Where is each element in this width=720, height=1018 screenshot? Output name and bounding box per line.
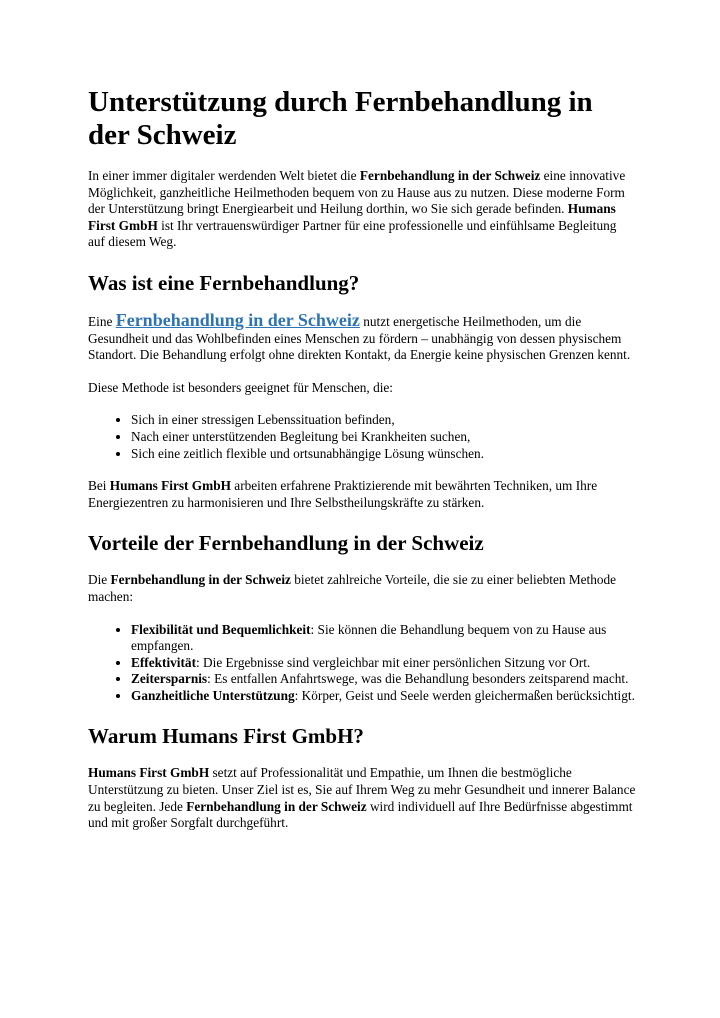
list-item-bold: Ganzheitliche Unterstützung <box>131 687 295 703</box>
intro-text-1: In einer immer digitaler werdenden Welt bietet die <box>88 168 360 183</box>
section3-paragraph <box>88 765 636 831</box>
list-item-text: : Sie können die Behandlung bequem von zu Hause aus empfangen. <box>131 621 607 654</box>
s2-p1-bold: Fernbehandlung in der Schweiz <box>110 572 291 588</box>
list-item: • Sich in einer stressigen Lebenssituation befinden, <box>131 412 636 429</box>
list-item-text: : Die Ergebnisse sind vergleichbar mit einer persönlichen Sitzung vor Ort. <box>196 654 591 670</box>
list-item <box>131 655 636 672</box>
s3-bold-2: Fernbehandlung in der Schweiz <box>186 798 367 814</box>
list-item-text: : Es entfallen Anfahrtswege, was die Behandlung besonders zeitsparend macht. <box>207 671 629 687</box>
document-page <box>88 86 636 848</box>
list-item-bold: Flexibilität und Bequemlichkeit <box>131 621 311 637</box>
section1-paragraph-2: Diese Methode ist besonders geeignet für Menschen, die: <box>88 379 394 395</box>
list-item-text: : Körper, Geist und Seele werden gleichermaßen berücksichtigt. <box>294 687 635 703</box>
list-item <box>131 688 636 705</box>
intro-paragraph <box>88 168 636 251</box>
intro-text-3: ist Ihr vertrauenswürdiger Partner für eine professionelle und einfühlsame Begleitung auf diesem Weg. <box>88 217 617 250</box>
s3-text-2: wird individuell auf Ihre Bedürfnisse abgestimmt und mit großer Sorgfalt durchgeführt. <box>88 798 633 831</box>
intro-bold-2: Humans First GmbH <box>88 201 616 233</box>
section1-list <box>88 412 636 462</box>
s3-text-1: setzt auf Professionalität und Empathie, um Ihnen die bestmögliche Unterstützung zu bieten. Unser Ziel ist es, Sie auf Ihrem Weg zu mehr Gesundheit und innerer Balance zu begleiten. Jede <box>88 765 636 814</box>
intro-bold-1: Fernbehandlung in der Schweiz <box>359 168 541 183</box>
page-title: Unterstützung durch Fernbehandlung in der Schweiz <box>88 86 593 151</box>
s1-p1-post: nutzt energetische Heilmethoden, um die Gesundheit und das Wohlbefinden eines Menschen zu fördern – unabhängig von dessen physischem Standort. Die Behandlung erfolgt ohne direkten Kontakt, da Energie keine physischen Grenzen kennt. <box>88 313 631 363</box>
list-item-bold: Effektivität <box>131 654 196 670</box>
intro-text-2: eine innovative Möglichkeit, ganzheitliche Heilmethoden bequem von zu Hause aus zu nutzen. Diese moderne Form der Unterstützung bringt Energiearbeit und Heilung dorthin, wo Sie sich gerade befinden. <box>88 168 626 217</box>
s2-p1-pre: Die <box>88 572 111 588</box>
list-item <box>131 671 636 688</box>
list-item-bold: Zeitersparnis <box>131 671 208 687</box>
s2-p1-post: bietet zahlreiche Vorteile, die sie zu einer beliebten Methode machen: <box>88 572 617 604</box>
section2-list <box>88 622 636 705</box>
list-item: • Nach einer unterstützenden Begleitung bei Krankheiten suchen, <box>131 429 636 446</box>
section3-heading: Warum Humans First GmbH? <box>88 724 364 749</box>
section1-heading: Was ist eine Fernbehandlung? <box>88 270 360 295</box>
section1-paragraph-3 <box>88 478 636 511</box>
s1-p1-pre: Eine <box>88 313 116 329</box>
s1-p3-bold: Humans First GmbH <box>109 478 231 494</box>
s1-p3-post: arbeiten erfahrene Praktizierende mit bewährten Techniken, um Ihre Energiezentren zu harmonisieren und Ihre Selbstheilungskräfte zu stärken. <box>88 478 598 510</box>
section2-heading: Vorteile der Fernbehandlung in der Schweiz <box>88 531 484 556</box>
s3-bold-1: Humans First GmbH <box>88 765 210 781</box>
section2-paragraph-1 <box>88 572 636 605</box>
section1-paragraph-1 <box>88 309 636 364</box>
list-item <box>131 622 636 655</box>
s1-p3-pre: Bei <box>88 478 110 494</box>
fernbehandlung-link[interactable]: Fernbehandlung in der Schweiz <box>115 309 360 330</box>
list-item: • Sich eine zeitlich flexible und ortsunabhängige Lösung wünschen. <box>131 446 636 463</box>
